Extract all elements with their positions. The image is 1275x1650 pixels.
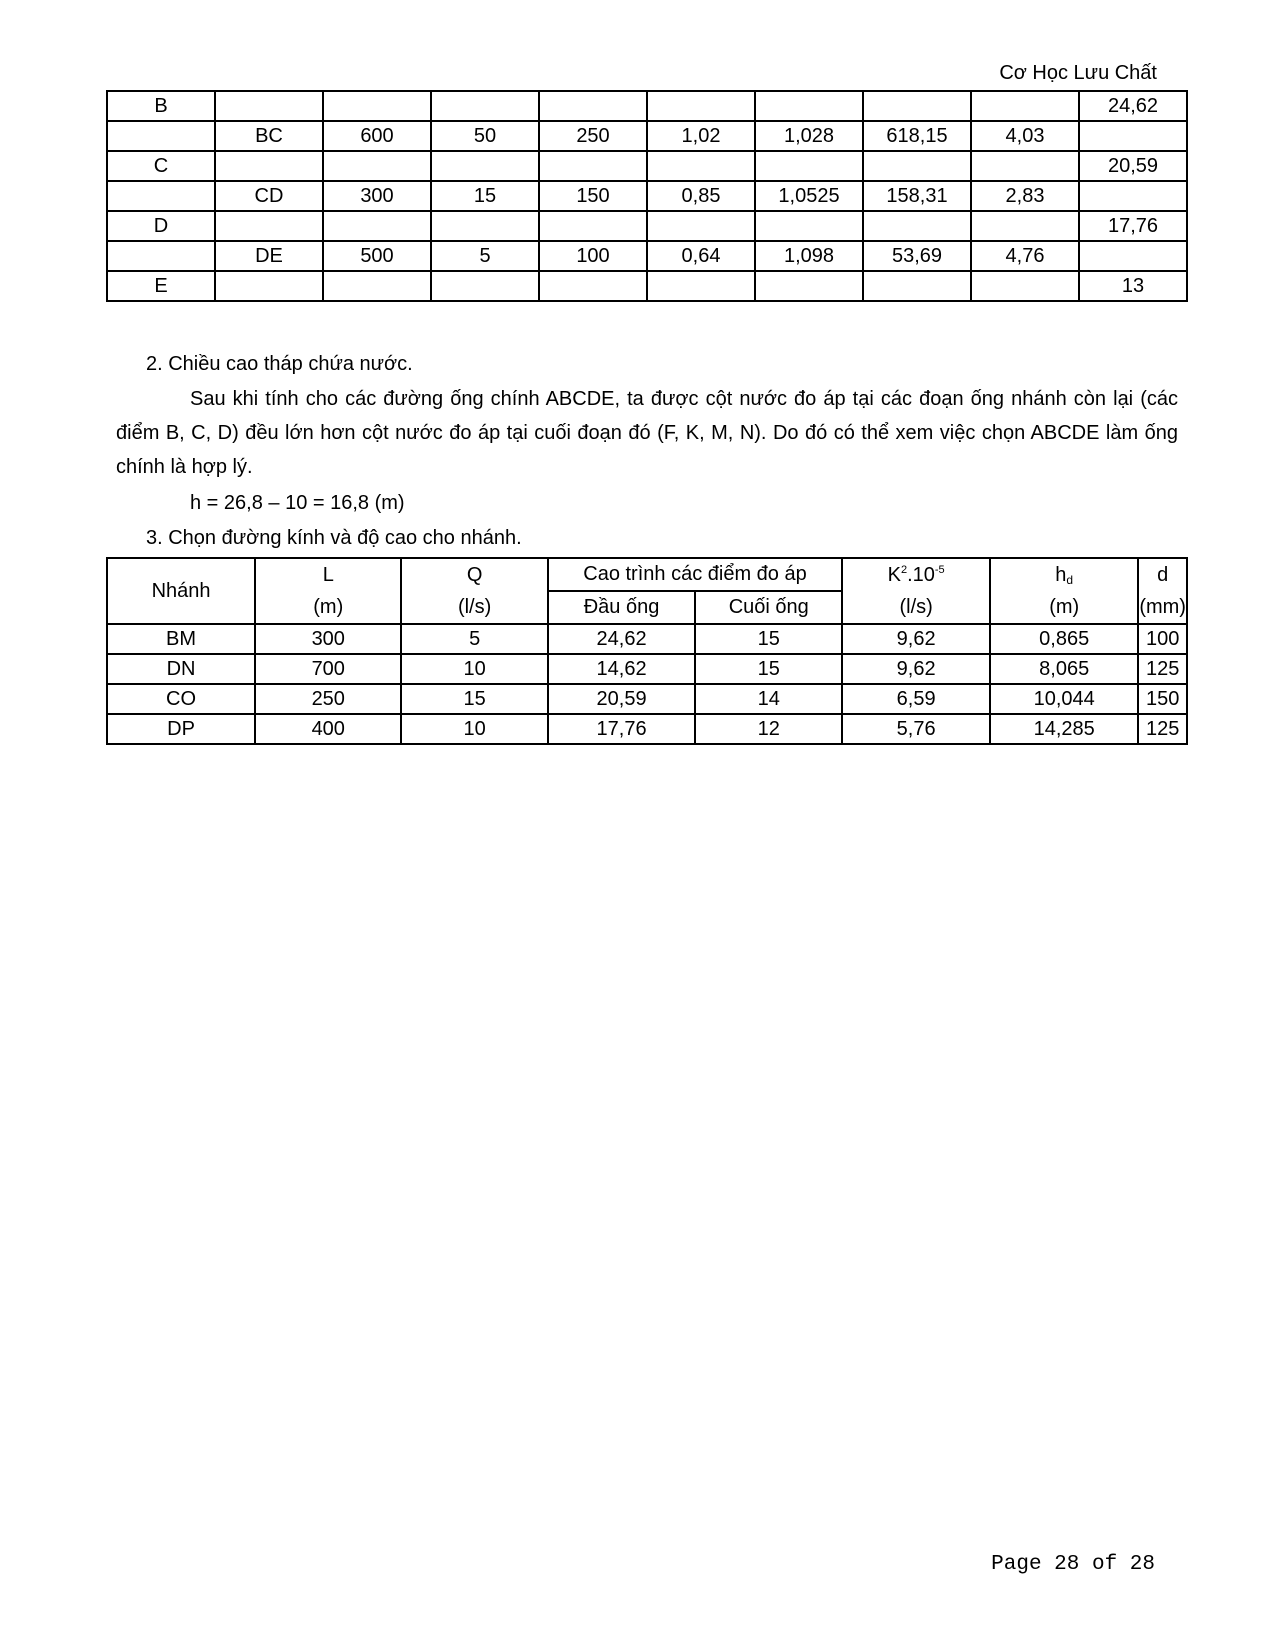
table-cell <box>863 211 971 241</box>
table-cell: 150 <box>539 181 647 211</box>
table-cell: B <box>107 91 215 121</box>
table-row <box>107 684 1187 714</box>
table-cell: 53,69 <box>863 241 971 271</box>
table-cell: 1,02 <box>647 121 755 151</box>
table-cell: 20,59 <box>548 684 695 714</box>
table-row <box>107 624 1187 654</box>
table-cell <box>863 91 971 121</box>
table-cell: 12 <box>695 714 842 744</box>
table-cell <box>215 271 323 301</box>
table-cell <box>647 211 755 241</box>
table-cell: 17,76 <box>1079 211 1187 241</box>
table-cell: 125 <box>1138 714 1187 744</box>
table-row <box>107 241 1187 271</box>
table-cell <box>431 151 539 181</box>
table-cell: 9,62 <box>842 654 990 684</box>
table-cell <box>863 271 971 301</box>
table-row <box>107 211 1187 241</box>
table-cell: 10,044 <box>990 684 1138 714</box>
table-cell: 700 <box>255 654 401 684</box>
table-row <box>107 654 1187 684</box>
table-cell: 14,62 <box>548 654 695 684</box>
table-cell: 1,028 <box>755 121 863 151</box>
table-cell <box>755 271 863 301</box>
table-cell <box>971 271 1079 301</box>
branch-pipe-table <box>106 557 1188 745</box>
header-K-base: K <box>887 563 901 586</box>
table-cell: D <box>107 211 215 241</box>
table-cell: DN <box>107 654 255 684</box>
table-cell: 4,03 <box>971 121 1079 151</box>
table-row <box>107 151 1187 181</box>
table-cell: 125 <box>1138 654 1187 684</box>
table-cell: 10 <box>401 654 547 684</box>
table-cell: 13 <box>1079 271 1187 301</box>
table-header-row <box>107 558 1187 591</box>
table-cell <box>647 271 755 301</box>
table-cell: 15 <box>431 181 539 211</box>
main-pipe-table <box>106 90 1188 302</box>
table-cell <box>215 151 323 181</box>
table-cell: 100 <box>1138 624 1187 654</box>
table-cell: 0,85 <box>647 181 755 211</box>
header-L: L <box>255 558 401 591</box>
table-cell: 14 <box>695 684 842 714</box>
table-cell: 15 <box>401 684 547 714</box>
table-cell: 150 <box>1138 684 1187 714</box>
header-K-sup2: -5 <box>934 563 945 576</box>
table-cell: 250 <box>539 121 647 151</box>
table-cell: BM <box>107 624 255 654</box>
header-K <box>842 558 990 591</box>
table-cell: 5 <box>401 624 547 654</box>
header-d: d <box>1138 558 1187 591</box>
header-dau-ong: Đầu ống <box>548 591 695 624</box>
table-cell <box>215 91 323 121</box>
section-3-heading: 3. Chọn đường kính và độ cao cho nhánh. <box>146 527 522 549</box>
table-cell: C <box>107 151 215 181</box>
table-cell: 24,62 <box>548 624 695 654</box>
table-row <box>107 714 1187 744</box>
table-cell <box>755 151 863 181</box>
table-cell <box>539 211 647 241</box>
table-cell <box>755 91 863 121</box>
table-cell <box>323 271 431 301</box>
table-cell <box>539 91 647 121</box>
table-row <box>107 121 1187 151</box>
header-hd-sub: d <box>1066 572 1074 587</box>
table-cell <box>323 91 431 121</box>
table-cell: 400 <box>255 714 401 744</box>
table-cell: 6,59 <box>842 684 990 714</box>
table-cell: 8,065 <box>990 654 1138 684</box>
table-cell: 618,15 <box>863 121 971 151</box>
table-cell: 15 <box>695 624 842 654</box>
table-cell: DP <box>107 714 255 744</box>
table-cell: 5,76 <box>842 714 990 744</box>
header-K-unit: (l/s) <box>842 591 990 624</box>
table-cell: 24,62 <box>1079 91 1187 121</box>
table-cell <box>431 271 539 301</box>
table-cell: 17,76 <box>548 714 695 744</box>
table-cell <box>1079 241 1187 271</box>
table-cell <box>1079 121 1187 151</box>
header-hd-base: h <box>1055 563 1067 586</box>
table-header-row <box>107 591 1187 624</box>
page-number: Page 28 of 28 <box>991 1553 1155 1576</box>
table-cell: 10 <box>401 714 547 744</box>
table-cell: 4,76 <box>971 241 1079 271</box>
table-cell: CO <box>107 684 255 714</box>
header-nhanh: Nhánh <box>107 558 255 624</box>
table-row <box>107 181 1187 211</box>
table-cell <box>971 211 1079 241</box>
table-cell: 20,59 <box>1079 151 1187 181</box>
table-cell <box>323 151 431 181</box>
header-Q-unit: (l/s) <box>401 591 547 624</box>
table-cell <box>1079 181 1187 211</box>
table-cell: 50 <box>431 121 539 151</box>
header-hd <box>990 558 1138 591</box>
table-cell: CD <box>215 181 323 211</box>
table-cell: 600 <box>323 121 431 151</box>
header-Q: Q <box>401 558 547 591</box>
header-group-elevation: Cao trình các điểm đo áp <box>548 558 842 591</box>
table-cell: E <box>107 271 215 301</box>
table-cell: DE <box>215 241 323 271</box>
table-cell: 15 <box>695 654 842 684</box>
table-cell: 300 <box>255 624 401 654</box>
table-cell: 500 <box>323 241 431 271</box>
table-cell <box>539 151 647 181</box>
table-cell: 9,62 <box>842 624 990 654</box>
table-row <box>107 271 1187 301</box>
table-row <box>107 91 1187 121</box>
table-cell: 5 <box>431 241 539 271</box>
table-cell <box>755 211 863 241</box>
table-cell <box>323 211 431 241</box>
table-cell: 158,31 <box>863 181 971 211</box>
table-cell <box>107 121 215 151</box>
header-K-mid: .10 <box>907 563 935 586</box>
table-cell: 0,64 <box>647 241 755 271</box>
table-cell <box>215 211 323 241</box>
table-cell <box>647 151 755 181</box>
table-cell: BC <box>215 121 323 151</box>
table-cell <box>539 271 647 301</box>
table-cell <box>863 151 971 181</box>
header-hd-unit: (m) <box>990 591 1138 624</box>
table-cell <box>431 91 539 121</box>
section-2-heading: 2. Chiều cao tháp chứa nước. <box>146 353 413 375</box>
document-header-title: Cơ Học Lưu Chất <box>999 62 1157 84</box>
header-K-sup1: 2 <box>900 563 908 576</box>
header-d-unit: (mm) <box>1138 591 1187 624</box>
table-cell: 250 <box>255 684 401 714</box>
table-cell: 100 <box>539 241 647 271</box>
table-cell <box>971 91 1079 121</box>
table-cell <box>107 181 215 211</box>
header-L-unit: (m) <box>255 591 401 624</box>
table-cell: 14,285 <box>990 714 1138 744</box>
table-cell <box>647 91 755 121</box>
table-cell: 0,865 <box>990 624 1138 654</box>
height-formula: h = 26,8 – 10 = 16,8 (m) <box>190 492 405 514</box>
table-cell: 1,098 <box>755 241 863 271</box>
table-cell <box>107 241 215 271</box>
table-cell: 300 <box>323 181 431 211</box>
table-cell <box>971 151 1079 181</box>
table-cell: 1,0525 <box>755 181 863 211</box>
header-cuoi-ong: Cuối ống <box>695 591 842 624</box>
table-cell: 2,83 <box>971 181 1079 211</box>
table-cell <box>431 211 539 241</box>
section-2-paragraph: Sau khi tính cho các đường ống chính ABCDE, ta được cột nước đo áp tại các đoạn ống nhánh còn lại (các điểm B, C, D) đều lớn hơn cột nước đo áp tại cuối đoạn đó (F, K, M, N). Do đó có thể xem việc chọn ABCDE làm ống chính là hợp lý. <box>116 388 1178 478</box>
